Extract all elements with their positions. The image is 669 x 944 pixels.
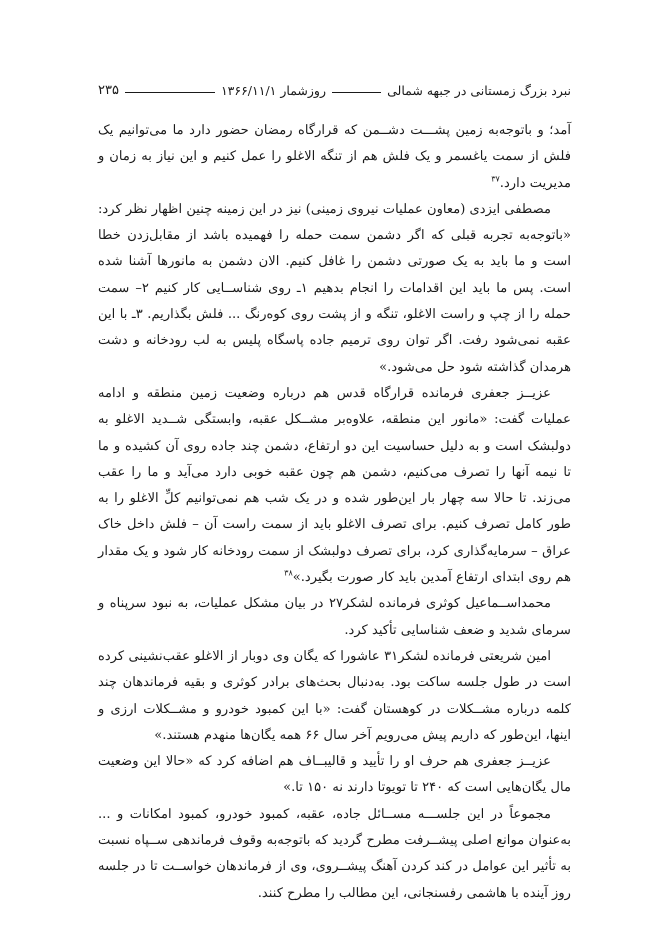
paragraph	[98, 591, 571, 644]
paragraph-text: عزیــز جعفری هم حرف او را تأیید و قالیبــاف هم اضافه کرد که «حالا این وضعیت مال یگان‌هایی است که ۲۴۰ تا تویوتا دارند نه ۱۵۰ تا.»	[98, 754, 571, 796]
paragraph	[98, 644, 571, 749]
paragraph	[98, 197, 571, 381]
paragraph	[98, 381, 571, 591]
paragraph-text: امین شریعتی فرمانده لشکر۳۱ عاشورا که یگان وی دوبار از الاغلو عقب‌نشینی کرده است در طول جلسه ساکت بود. به‌دنبال بحث‌های برادر کوثری و بقیه فرماندهان چند کلمه درباره مشــکلات در کوهستان گفت: «با این کمبود خودرو و مشــکلات ارزی و اینها، این‌طور که داریم پیش می‌رویم آخر سال ۶۶ همه یگان‌ها منهدم هستند.»	[98, 648, 571, 743]
paragraph-text: مجموعاً در این جلســـه مســائل جاده، عقبه، کمبود خودرو، کمبود امکانات و ... به‌عنوان موانع اصلی پیشــرفت مطرح گردید که باتوجه‌به وقوف فرماندهی ســپاه نسبت به تأثیر این عوامل در کند کردن آهنگ پیشــروی، وی از فرماندهان خواســت تا در جلسه روز آینده با هاشمی رفسنجانی، این مطالب را مطرح کنند.	[98, 806, 571, 901]
paragraph-text: آمد؛ و باتوجه‌به زمین پشـــت دشــمن که قرارگاه رمضان حضور دارد ما می‌توانیم یک فلش از سمت یاغسمر و یک فلش هم از تنگه الاغلو را عمل کنیم و این نیاز به زمان و مدیریت دارد.	[98, 123, 571, 191]
paragraph	[98, 802, 571, 907]
footnote-marker[interactable]: ۳۸	[284, 568, 293, 578]
header-rule	[332, 92, 381, 93]
running-header	[98, 76, 571, 98]
paragraph	[98, 749, 571, 802]
book-title: نبرد بزرگ زمستانی در جبهه شمالی	[387, 83, 571, 98]
journal-date: روزشمار ۱۳۶۶/۱۱/۱	[220, 83, 327, 98]
page-number: ۲۳۵	[98, 83, 119, 98]
body-text	[98, 118, 571, 907]
header-rule-short	[125, 92, 215, 93]
paragraph	[98, 118, 571, 197]
paragraph-text: مصطفی ایزدی (معاون عملیات نیروی زمینی) نیز در این زمینه چنین اظهار نظر کرد: «باتوجه‌به تجربه قبلی که اگر دشمن سمت حمله را فهمیده باشد از مقابل‌زدن خطا است و ما باید به یک صورتی دشمن را غافل کنیم. الان دشمن به مانورها آشنا شده است. پس ما باید این اقدامات را انجام بدهیم ۱ـ روی شناســایی کار کنیم ۲– سمت حمله را از چپ و راست الاغلو، تنگه و از پشت روی کوه‌رنگ ... فلش بگذاریم. ۳ـ با این عقبه نمی‌شود رفت. اگر توان روی ترمیم جاده پاسگاه پلیس به لب رودخانه و دشت هرمدان گذاشته شود حل می‌شود.»	[98, 201, 572, 375]
footnote-marker[interactable]: ۳۷	[491, 174, 500, 184]
paragraph-text: عزیــز جعفری فرمانده قرارگاه قدس هم درباره وضعیت زمین منطقه و ادامه عملیات گفت: «مانور این منطقه، علاوه‌بر مشــکل عقبه، وابستگی شــدید الاغلو به دولبشک است و به دلیل حساسیت این دو ارتفاع، دشمن چند جاده روی آن کشیده و ما تا نیمه آنها را تصرف می‌کنیم، دشمن هم چون عقبه خوبی دارد می‌آید و ما را عقب می‌زند. تا حالا سه چهار بار این‌طور شده و در یک شب هم نمی‌توانیم کلِّ الاغلو را به طور کامل تصرف کنیم. برای تصرف الاغلو باید از سمت راست آن – فلش داخل خاک عراق – سرمایه‌گذاری کرد، برای تصرف دولبشک از سمت رودخانه کار شود و یک مقدار هم روی ابتدای ارتفاع آمدین باید کار صورت بگیرد.»	[98, 385, 571, 586]
paragraph-text: محمداســماعیل کوثری فرمانده لشکر۲۷ در بیان مشکل عملیات، به نبود سرپناه و سرمای شدید و ضعف شناسایی تأکید کرد.	[98, 596, 571, 638]
